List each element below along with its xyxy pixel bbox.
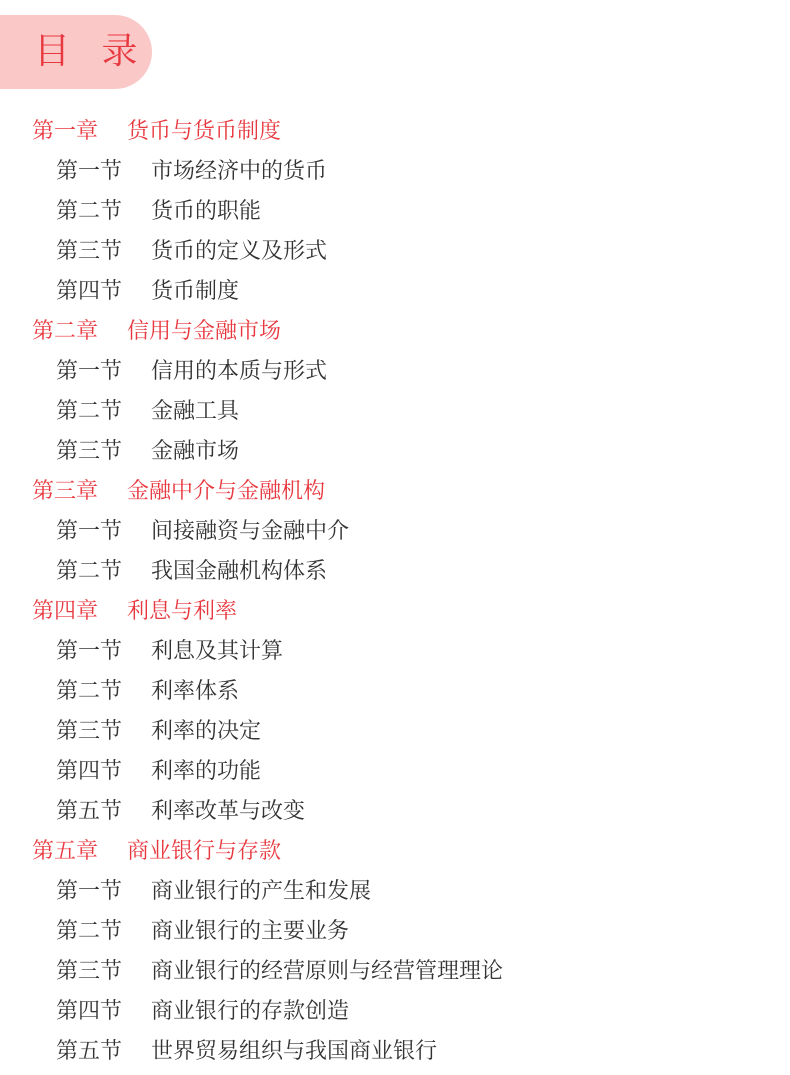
section-entry[interactable] — [0, 992, 790, 1032]
section-number: 第三节 — [56, 239, 123, 264]
section-entry[interactable] — [0, 152, 790, 192]
section-number: 第三节 — [56, 439, 123, 464]
section-title: 间接融资与金融中介 — [151, 519, 350, 544]
section-number: 第四节 — [56, 759, 123, 784]
section-number: 第二节 — [56, 399, 123, 424]
toc-header — [0, 15, 152, 89]
chapter-2 — [0, 312, 790, 472]
section-title: 利率体系 — [151, 679, 240, 704]
section-entry[interactable] — [0, 752, 790, 792]
section-entry[interactable] — [0, 272, 790, 312]
section-title: 货币的职能 — [151, 199, 262, 224]
section-entry[interactable] — [0, 392, 790, 432]
chapter-5 — [0, 832, 790, 1072]
section-number: 第一节 — [56, 359, 123, 384]
section-entry[interactable] — [0, 912, 790, 952]
toc-title: 目 录 — [34, 31, 148, 72]
section-entry[interactable] — [0, 512, 790, 552]
section-entry[interactable] — [0, 872, 790, 912]
chapter-heading[interactable] — [0, 832, 790, 872]
section-title: 金融工具 — [151, 399, 240, 424]
section-title: 金融市场 — [151, 439, 240, 464]
chapter-number: 第三章 — [32, 479, 99, 504]
section-title: 商业银行的主要业务 — [151, 919, 350, 944]
section-number: 第一节 — [56, 639, 123, 664]
section-number: 第二节 — [56, 919, 123, 944]
section-number: 第三节 — [56, 959, 123, 984]
section-number: 第五节 — [56, 1039, 123, 1064]
chapter-title: 利息与利率 — [127, 599, 238, 624]
section-entry[interactable] — [0, 432, 790, 472]
chapter-number: 第五章 — [32, 839, 99, 864]
section-title: 利率的功能 — [151, 759, 262, 784]
section-title: 世界贸易组织与我国商业银行 — [151, 1039, 438, 1064]
chapter-title: 货币与货币制度 — [127, 119, 282, 144]
section-title: 我国金融机构体系 — [151, 559, 328, 584]
section-number: 第二节 — [56, 199, 123, 224]
section-entry[interactable] — [0, 1032, 790, 1072]
section-entry[interactable] — [0, 552, 790, 592]
section-entry[interactable] — [0, 192, 790, 232]
chapter-title: 金融中介与金融机构 — [127, 479, 326, 504]
section-title: 市场经济中的货币 — [151, 159, 328, 184]
section-title: 商业银行的产生和发展 — [151, 879, 372, 904]
section-title: 货币的定义及形式 — [151, 239, 328, 264]
chapter-title: 信用与金融市场 — [127, 319, 282, 344]
section-entry[interactable] — [0, 672, 790, 712]
section-number: 第二节 — [56, 559, 123, 584]
chapter-heading[interactable] — [0, 312, 790, 352]
chapter-heading[interactable] — [0, 472, 790, 512]
section-number: 第二节 — [56, 679, 123, 704]
section-title: 利息及其计算 — [151, 639, 284, 664]
section-entry[interactable] — [0, 352, 790, 392]
chapter-4 — [0, 592, 790, 832]
section-entry[interactable] — [0, 232, 790, 272]
section-number: 第四节 — [56, 999, 123, 1024]
chapter-number: 第四章 — [32, 599, 99, 624]
section-entry[interactable] — [0, 792, 790, 832]
section-number: 第五节 — [56, 799, 123, 824]
section-entry[interactable] — [0, 632, 790, 672]
section-title: 货币制度 — [151, 279, 240, 304]
section-title: 利率的决定 — [151, 719, 262, 744]
section-entry[interactable] — [0, 952, 790, 992]
section-number: 第四节 — [56, 279, 123, 304]
chapter-1 — [0, 112, 790, 312]
section-title: 信用的本质与形式 — [151, 359, 328, 384]
chapter-heading[interactable] — [0, 592, 790, 632]
chapter-heading[interactable] — [0, 112, 790, 152]
section-title: 商业银行的存款创造 — [151, 999, 350, 1024]
chapter-3 — [0, 472, 790, 592]
section-number: 第一节 — [56, 519, 123, 544]
chapter-title: 商业银行与存款 — [127, 839, 282, 864]
chapter-number: 第一章 — [32, 119, 99, 144]
section-number: 第一节 — [56, 879, 123, 904]
section-entry[interactable] — [0, 712, 790, 752]
section-number: 第一节 — [56, 159, 123, 184]
toc-list — [0, 112, 790, 1072]
section-title: 商业银行的经营原则与经营管理理论 — [151, 959, 504, 984]
section-title: 利率改革与改变 — [151, 799, 306, 824]
section-number: 第三节 — [56, 719, 123, 744]
chapter-number: 第二章 — [32, 319, 99, 344]
